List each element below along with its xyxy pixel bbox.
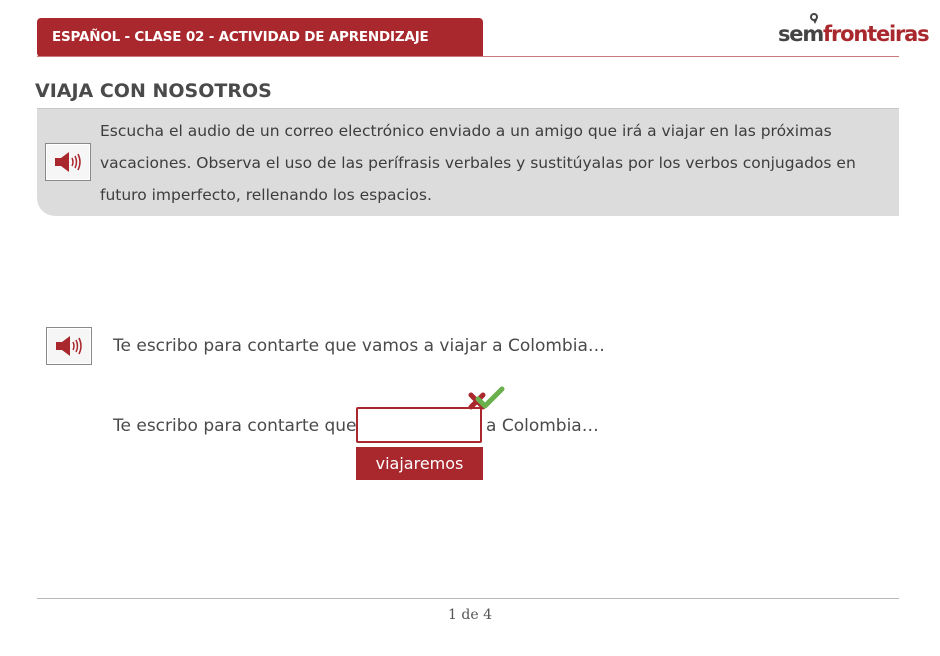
answer-option-button[interactable]: viajaremos bbox=[356, 447, 483, 480]
speaker-icon bbox=[55, 335, 85, 357]
speaker-icon bbox=[54, 151, 84, 173]
instructions-panel bbox=[37, 109, 899, 216]
footer-divider bbox=[37, 598, 899, 599]
semfronteiras-logo: semfronteiras bbox=[778, 22, 928, 46]
sentence-audio-button[interactable] bbox=[46, 327, 92, 365]
location-pin-icon bbox=[810, 13, 818, 21]
page-title: VIAJA CON NOSOTROS bbox=[35, 80, 272, 102]
pagination: 1 de 4 bbox=[448, 607, 492, 623]
header-divider bbox=[37, 56, 899, 57]
header-title-bar bbox=[37, 18, 483, 57]
feedback-icon bbox=[464, 385, 508, 419]
instructions-text: Escucha el audio de un correo electrónico enviado a un amigo que irá a viajar en las próximas vacaciones. Observa el uso de las perífrasis verbales y sustitúyalas por los verbos conjugados en futuro imperfecto, rellenando los espacios. bbox=[100, 122, 856, 204]
prompt-after: a Colombia… bbox=[486, 416, 599, 436]
header-title: ESPAÑOL - CLASE 02 - ACTIVIDAD DE APRENDIZAJE bbox=[52, 29, 429, 45]
prompt-before: Te escribo para contarte que bbox=[113, 416, 357, 436]
original-sentence: Te escribo para contarte que vamos a viajar a Colombia… bbox=[113, 336, 605, 356]
instructions-audio-button[interactable] bbox=[45, 143, 91, 181]
